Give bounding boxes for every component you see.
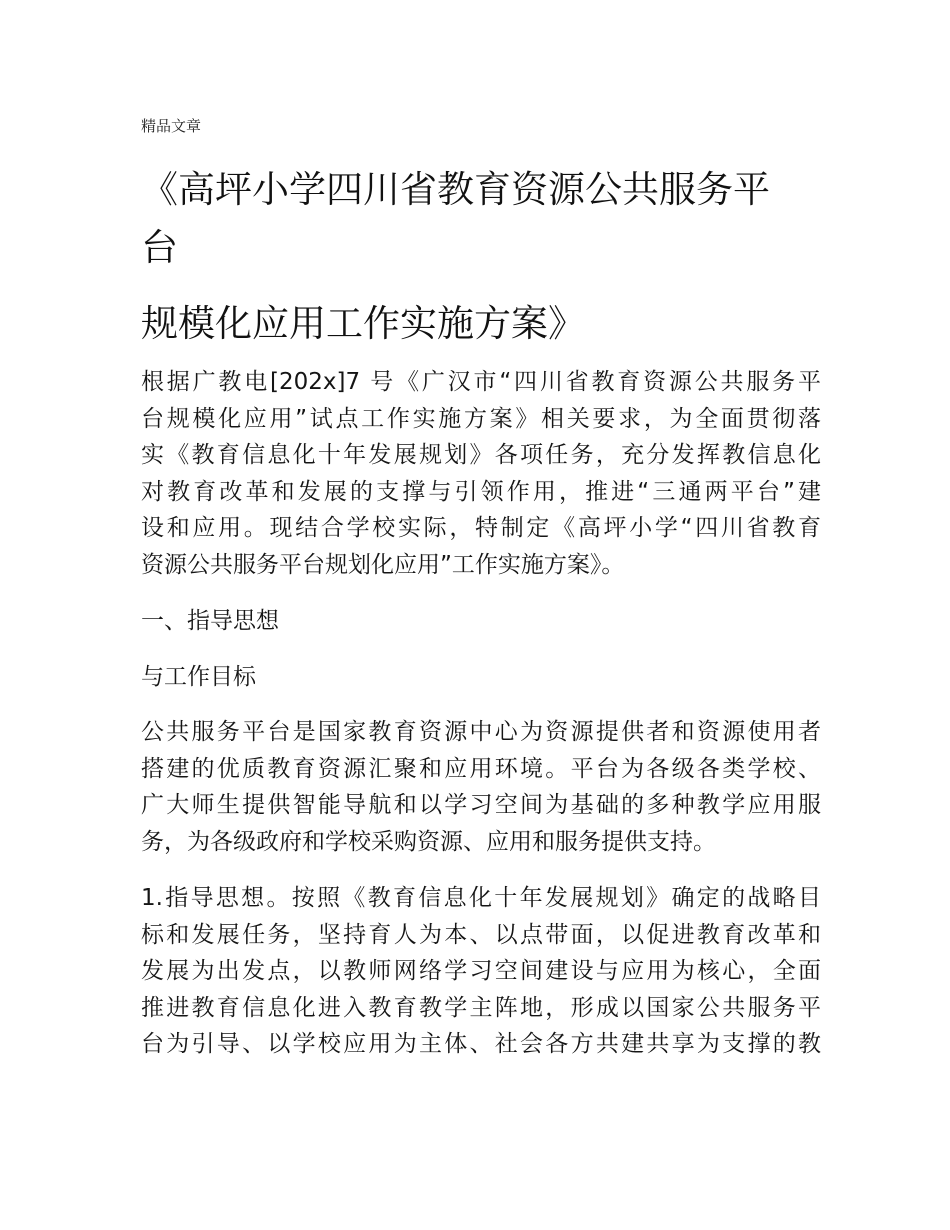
text-line: 对教育改革和发展的支撑与引领作用，推进“三通两平台”建 <box>141 478 821 505</box>
section-subheading-text: 与工作目标 <box>141 664 256 690</box>
text-line: 设和应用。现结合学校实际，特制定《高坪小学“四川省教育 <box>141 515 821 541</box>
paragraph-platform <box>141 714 821 860</box>
section-heading-text: 一、指导思想 <box>141 608 279 634</box>
text-line: 公共服务平台是国家教育资源中心为资源提供者和资源使用者 <box>141 719 821 745</box>
text-line: 发展为出发点，以教师网络学习空间建设与应用为核心，全面 <box>141 958 821 984</box>
text-line: 台规模化应用”试点工作实施方案》相关要求，为全面贯彻落 <box>141 405 821 432</box>
section-heading <box>141 603 821 640</box>
text-line: 推进教育信息化进入教育教学主阵地，形成以国家公共服务平 <box>141 994 821 1021</box>
paragraph-guiding-ideology <box>141 880 821 1063</box>
text-line: 务，为各级政府和学校采购资源、应用和服务提供支持。 <box>141 828 716 855</box>
document-title-line-2: 台 <box>141 226 178 269</box>
text-line: 实《教育信息化十年发展规划》各项任务，充分发挥教信息化 <box>141 442 821 468</box>
text-line: 资源公共服务平台规划化应用”工作实施方案》。 <box>141 551 625 578</box>
text-line: 根据广教电[202x]7 号《广汉市“四川省教育资源公共服务平 <box>141 369 821 395</box>
text-line: 搭建的优质教育资源汇聚和应用环境。平台为各级各类学校、 <box>141 755 821 782</box>
document-title-line-1: 《高坪小学四川省教育资源公共服务平 <box>141 168 770 211</box>
document-title-line-3: 规模化应用工作实施方案》 <box>141 302 585 345</box>
text-line: 1.指导思想。按照《教育信息化十年发展规划》确定的战略目 <box>141 885 821 911</box>
paragraph-intro <box>141 364 821 583</box>
text-line: 台为引导、以学校应用为主体、社会各方共建共享为支撑的教 <box>141 1031 821 1057</box>
header-label: 精品文章 <box>141 117 202 135</box>
text-line: 标和发展任务，坚持育人为本、以点带面，以促进教育改革和 <box>141 921 821 948</box>
text-line: 广大师生提供智能导航和以学习空间为基础的多种教学应用服 <box>141 792 821 818</box>
section-subheading <box>141 659 821 696</box>
